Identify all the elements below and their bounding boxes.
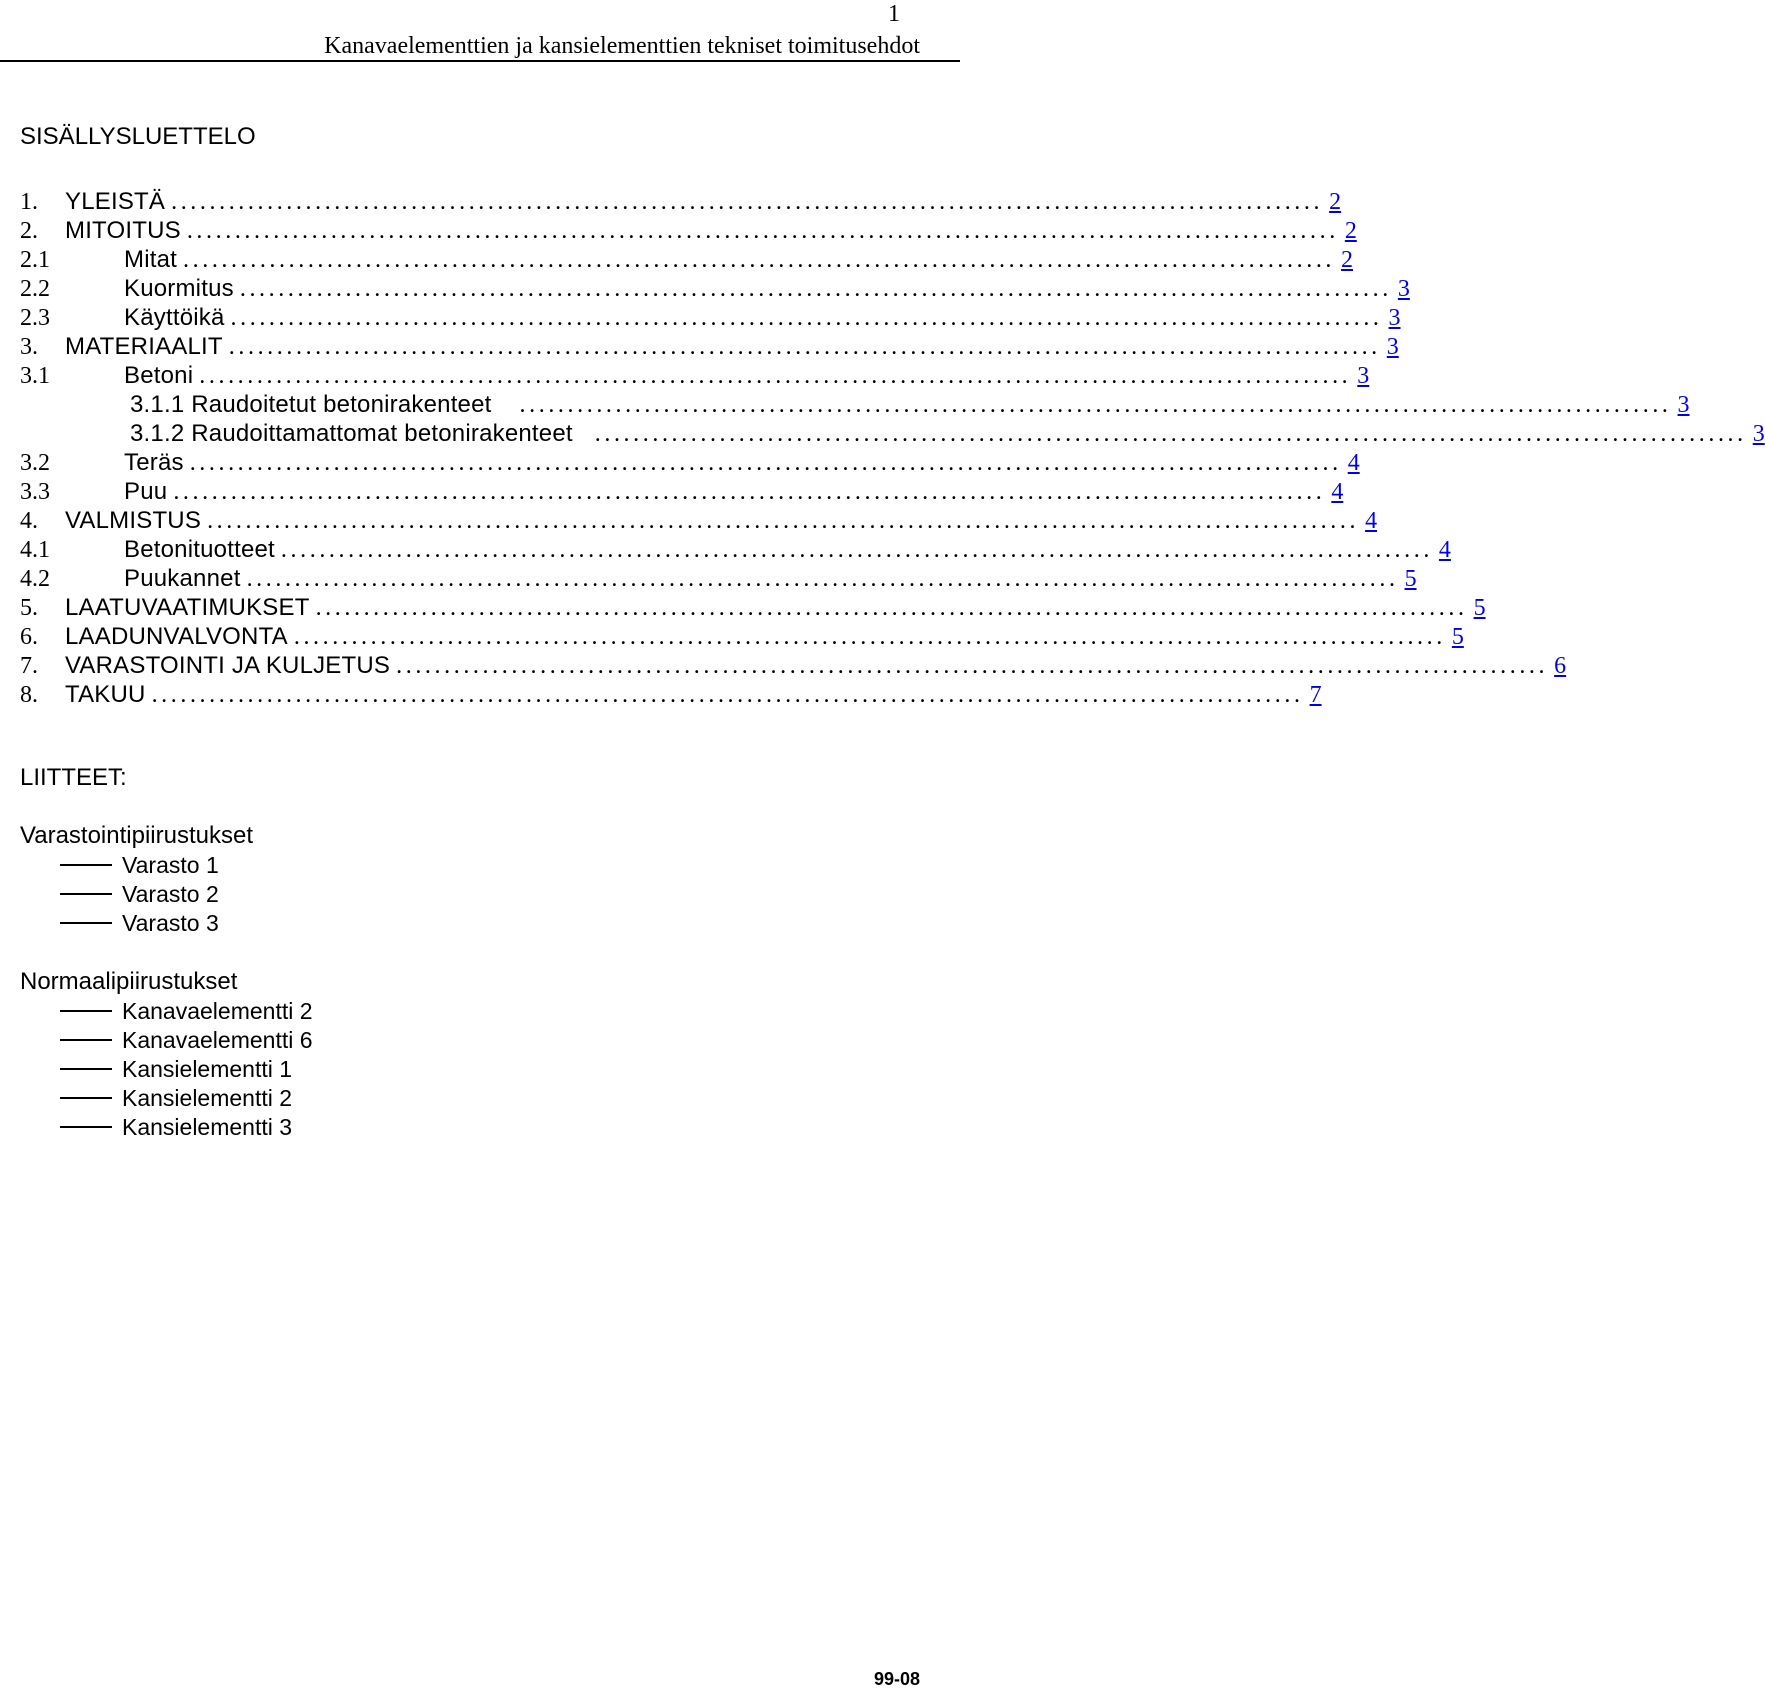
dot-leader: ........................................................................................................................ bbox=[315, 595, 1468, 621]
toc-entry bbox=[20, 275, 1410, 303]
toc-entry-number: 4. bbox=[20, 508, 38, 534]
toc-entry-number: 2.1 bbox=[20, 247, 50, 273]
toc-entry bbox=[20, 594, 1486, 622]
toc-entry-label: Kuormitus bbox=[124, 275, 234, 302]
toc-page-link[interactable]: 3 bbox=[1752, 421, 1765, 447]
attachment-item-label: Kanavaelementti 6 bbox=[122, 1027, 313, 1053]
attachment-item-label: Kanavaelementti 2 bbox=[122, 998, 313, 1024]
attachment-item bbox=[60, 1084, 292, 1112]
toc-entry-number: 4.2 bbox=[20, 566, 50, 592]
dash-bullet bbox=[60, 864, 112, 866]
document-code: 99-08 bbox=[873, 1669, 920, 1689]
toc-entry bbox=[20, 362, 1370, 390]
toc-page-link[interactable]: 3 bbox=[1357, 363, 1370, 389]
dash-bullet bbox=[60, 1010, 112, 1012]
dot-leader: ........................................................................................................................ bbox=[186, 218, 1339, 244]
attachment-item bbox=[60, 1026, 313, 1054]
toc-entry-number: 2. bbox=[20, 218, 38, 244]
attachment-item-label: Varasto 1 bbox=[122, 852, 219, 878]
toc-entry bbox=[20, 536, 1451, 564]
toc-entry bbox=[20, 188, 1342, 216]
toc-entry bbox=[20, 217, 1357, 245]
toc-entry-label: 3.1.1 Raudoitetut betonirakenteet bbox=[130, 391, 492, 418]
attachment-group-title: Varastointipiirustukset bbox=[20, 822, 253, 849]
toc-entry bbox=[20, 304, 1401, 332]
toc-entry-number: 5. bbox=[20, 595, 38, 621]
dash-bullet bbox=[60, 1068, 112, 1070]
toc-entry-number: 3.1 bbox=[20, 363, 50, 389]
dot-leader: ........................................................................................................................ bbox=[207, 508, 1360, 534]
toc-entry-number: 1. bbox=[20, 189, 38, 215]
attachment-item bbox=[60, 997, 313, 1025]
dot-leader: ........................................................................................................................ bbox=[199, 363, 1352, 389]
attachment-item-label: Kansielementti 2 bbox=[122, 1085, 293, 1111]
toc-entry-number: 8. bbox=[20, 682, 38, 708]
toc-entry-label: YLEISTÄ bbox=[65, 188, 166, 215]
dot-leader: ........................................................................................................................ bbox=[396, 653, 1549, 679]
dot-leader: ........................................................................................................................ bbox=[594, 421, 1747, 447]
dash-bullet bbox=[60, 922, 112, 924]
toc-entry-label: Puu bbox=[124, 478, 168, 505]
dot-leader: ........................................................................................................................ bbox=[173, 479, 1326, 505]
dot-leader: ........................................................................................................................ bbox=[246, 566, 1399, 592]
toc-entry-label: Teräs bbox=[124, 449, 184, 476]
toc-page-link[interactable]: 3 bbox=[1388, 305, 1401, 331]
toc-entry-label: Betonituotteet bbox=[124, 536, 275, 563]
dash-bullet bbox=[60, 1039, 112, 1041]
dot-leader: ........................................................................................................................ bbox=[293, 624, 1446, 650]
dot-leader: ........................................................................................................................ bbox=[151, 682, 1304, 708]
attachment-item bbox=[60, 1113, 292, 1141]
toc-page-link[interactable]: 2 bbox=[1341, 247, 1354, 273]
toc-entry bbox=[20, 565, 1417, 593]
attachment-item bbox=[60, 851, 219, 879]
toc-entry-label: VARASTOINTI JA KULJETUS bbox=[65, 652, 391, 679]
toc-entry bbox=[20, 246, 1354, 274]
toc-entry-number: 3.2 bbox=[20, 450, 50, 476]
toc-page-link[interactable]: 4 bbox=[1331, 479, 1344, 505]
attachment-item-label: Kansielementti 3 bbox=[122, 1114, 293, 1140]
toc-entry-number: 7. bbox=[20, 653, 38, 679]
dot-leader: ........................................................................................................................ bbox=[189, 450, 1342, 476]
toc-heading: SISÄLLYSLUETTELO bbox=[20, 123, 256, 150]
toc-entry bbox=[20, 478, 1344, 506]
toc-entry-label: 3.1.2 Raudoittamattomat betonirakenteet bbox=[130, 420, 573, 447]
toc-entry-label: Puukannet bbox=[124, 565, 241, 592]
toc-entry-label: MITOITUS bbox=[65, 217, 181, 244]
attachment-item bbox=[60, 880, 219, 908]
toc-page-link[interactable]: 3 bbox=[1397, 276, 1410, 302]
attachment-item bbox=[60, 909, 219, 937]
toc-page-link[interactable]: 5 bbox=[1404, 566, 1417, 592]
toc-entry bbox=[20, 507, 1378, 535]
toc-entry-label: TAKUU bbox=[65, 681, 146, 708]
page-number: 1 bbox=[888, 1, 900, 27]
toc-entry-number: 3. bbox=[20, 334, 38, 360]
toc-page-link[interactable]: 4 bbox=[1438, 537, 1451, 563]
running-header: Kanavaelementtien ja kansielementtien tekniset toimitusehdot bbox=[324, 33, 920, 59]
toc-page-link[interactable]: 3 bbox=[1386, 334, 1399, 360]
toc-page-link[interactable]: 7 bbox=[1309, 682, 1322, 708]
toc-entry bbox=[130, 391, 1690, 419]
attachment-item-label: Varasto 2 bbox=[122, 881, 219, 907]
toc-entry-label: Käyttöikä bbox=[124, 304, 225, 331]
toc-entry bbox=[20, 333, 1399, 361]
toc-entry-label: MATERIAALIT bbox=[65, 333, 223, 360]
dash-bullet bbox=[60, 1126, 112, 1128]
header-rule bbox=[0, 60, 960, 62]
dot-leader: ........................................................................................................................ bbox=[239, 276, 1392, 302]
toc-entry-number: 2.2 bbox=[20, 276, 50, 302]
attachment-item-label: Varasto 3 bbox=[122, 910, 219, 936]
dot-leader: ........................................................................................................................ bbox=[183, 247, 1336, 273]
toc-page-link[interactable]: 3 bbox=[1677, 392, 1690, 418]
dot-leader: ........................................................................................................................ bbox=[519, 392, 1672, 418]
toc-entry-label: LAADUNVALVONTA bbox=[65, 623, 288, 650]
toc-entry-label: LAATUVAATIMUKSET bbox=[65, 594, 310, 621]
toc-page-link[interactable]: 4 bbox=[1347, 450, 1360, 476]
toc-page-link[interactable]: 6 bbox=[1554, 653, 1567, 679]
dash-bullet bbox=[60, 1097, 112, 1099]
toc-entry-number: 3.3 bbox=[20, 479, 50, 505]
dot-leader: ........................................................................................................................ bbox=[171, 189, 1324, 215]
toc-entry bbox=[20, 623, 1464, 651]
toc-entry bbox=[20, 681, 1322, 709]
toc-page-link[interactable]: 2 bbox=[1344, 218, 1357, 244]
attachments-heading: LIITTEET: bbox=[20, 764, 127, 791]
attachment-item bbox=[60, 1055, 292, 1083]
toc-entry bbox=[20, 449, 1360, 477]
toc-entry-label: Mitat bbox=[124, 246, 178, 273]
toc-page-link[interactable]: 2 bbox=[1329, 189, 1342, 215]
dot-leader: ........................................................................................................................ bbox=[230, 305, 1383, 331]
toc-entry-number: 6. bbox=[20, 624, 38, 650]
dot-leader: ........................................................................................................................ bbox=[280, 537, 1433, 563]
toc-entry-number: 2.3 bbox=[20, 305, 50, 331]
dash-bullet bbox=[60, 893, 112, 895]
toc-page-link[interactable]: 5 bbox=[1451, 624, 1464, 650]
toc-entry-label: Betoni bbox=[124, 362, 194, 389]
dot-leader: ........................................................................................................................ bbox=[228, 334, 1381, 360]
attachment-item-label: Kansielementti 1 bbox=[122, 1056, 293, 1082]
toc-entry bbox=[130, 420, 1765, 448]
toc-page-link[interactable]: 4 bbox=[1365, 508, 1378, 534]
toc-page-link[interactable]: 5 bbox=[1473, 595, 1486, 621]
toc-entry-number: 4.1 bbox=[20, 537, 50, 563]
attachment-group-title: Normaalipiirustukset bbox=[20, 968, 238, 995]
toc-entry-label: VALMISTUS bbox=[65, 507, 202, 534]
toc-entry bbox=[20, 652, 1567, 680]
